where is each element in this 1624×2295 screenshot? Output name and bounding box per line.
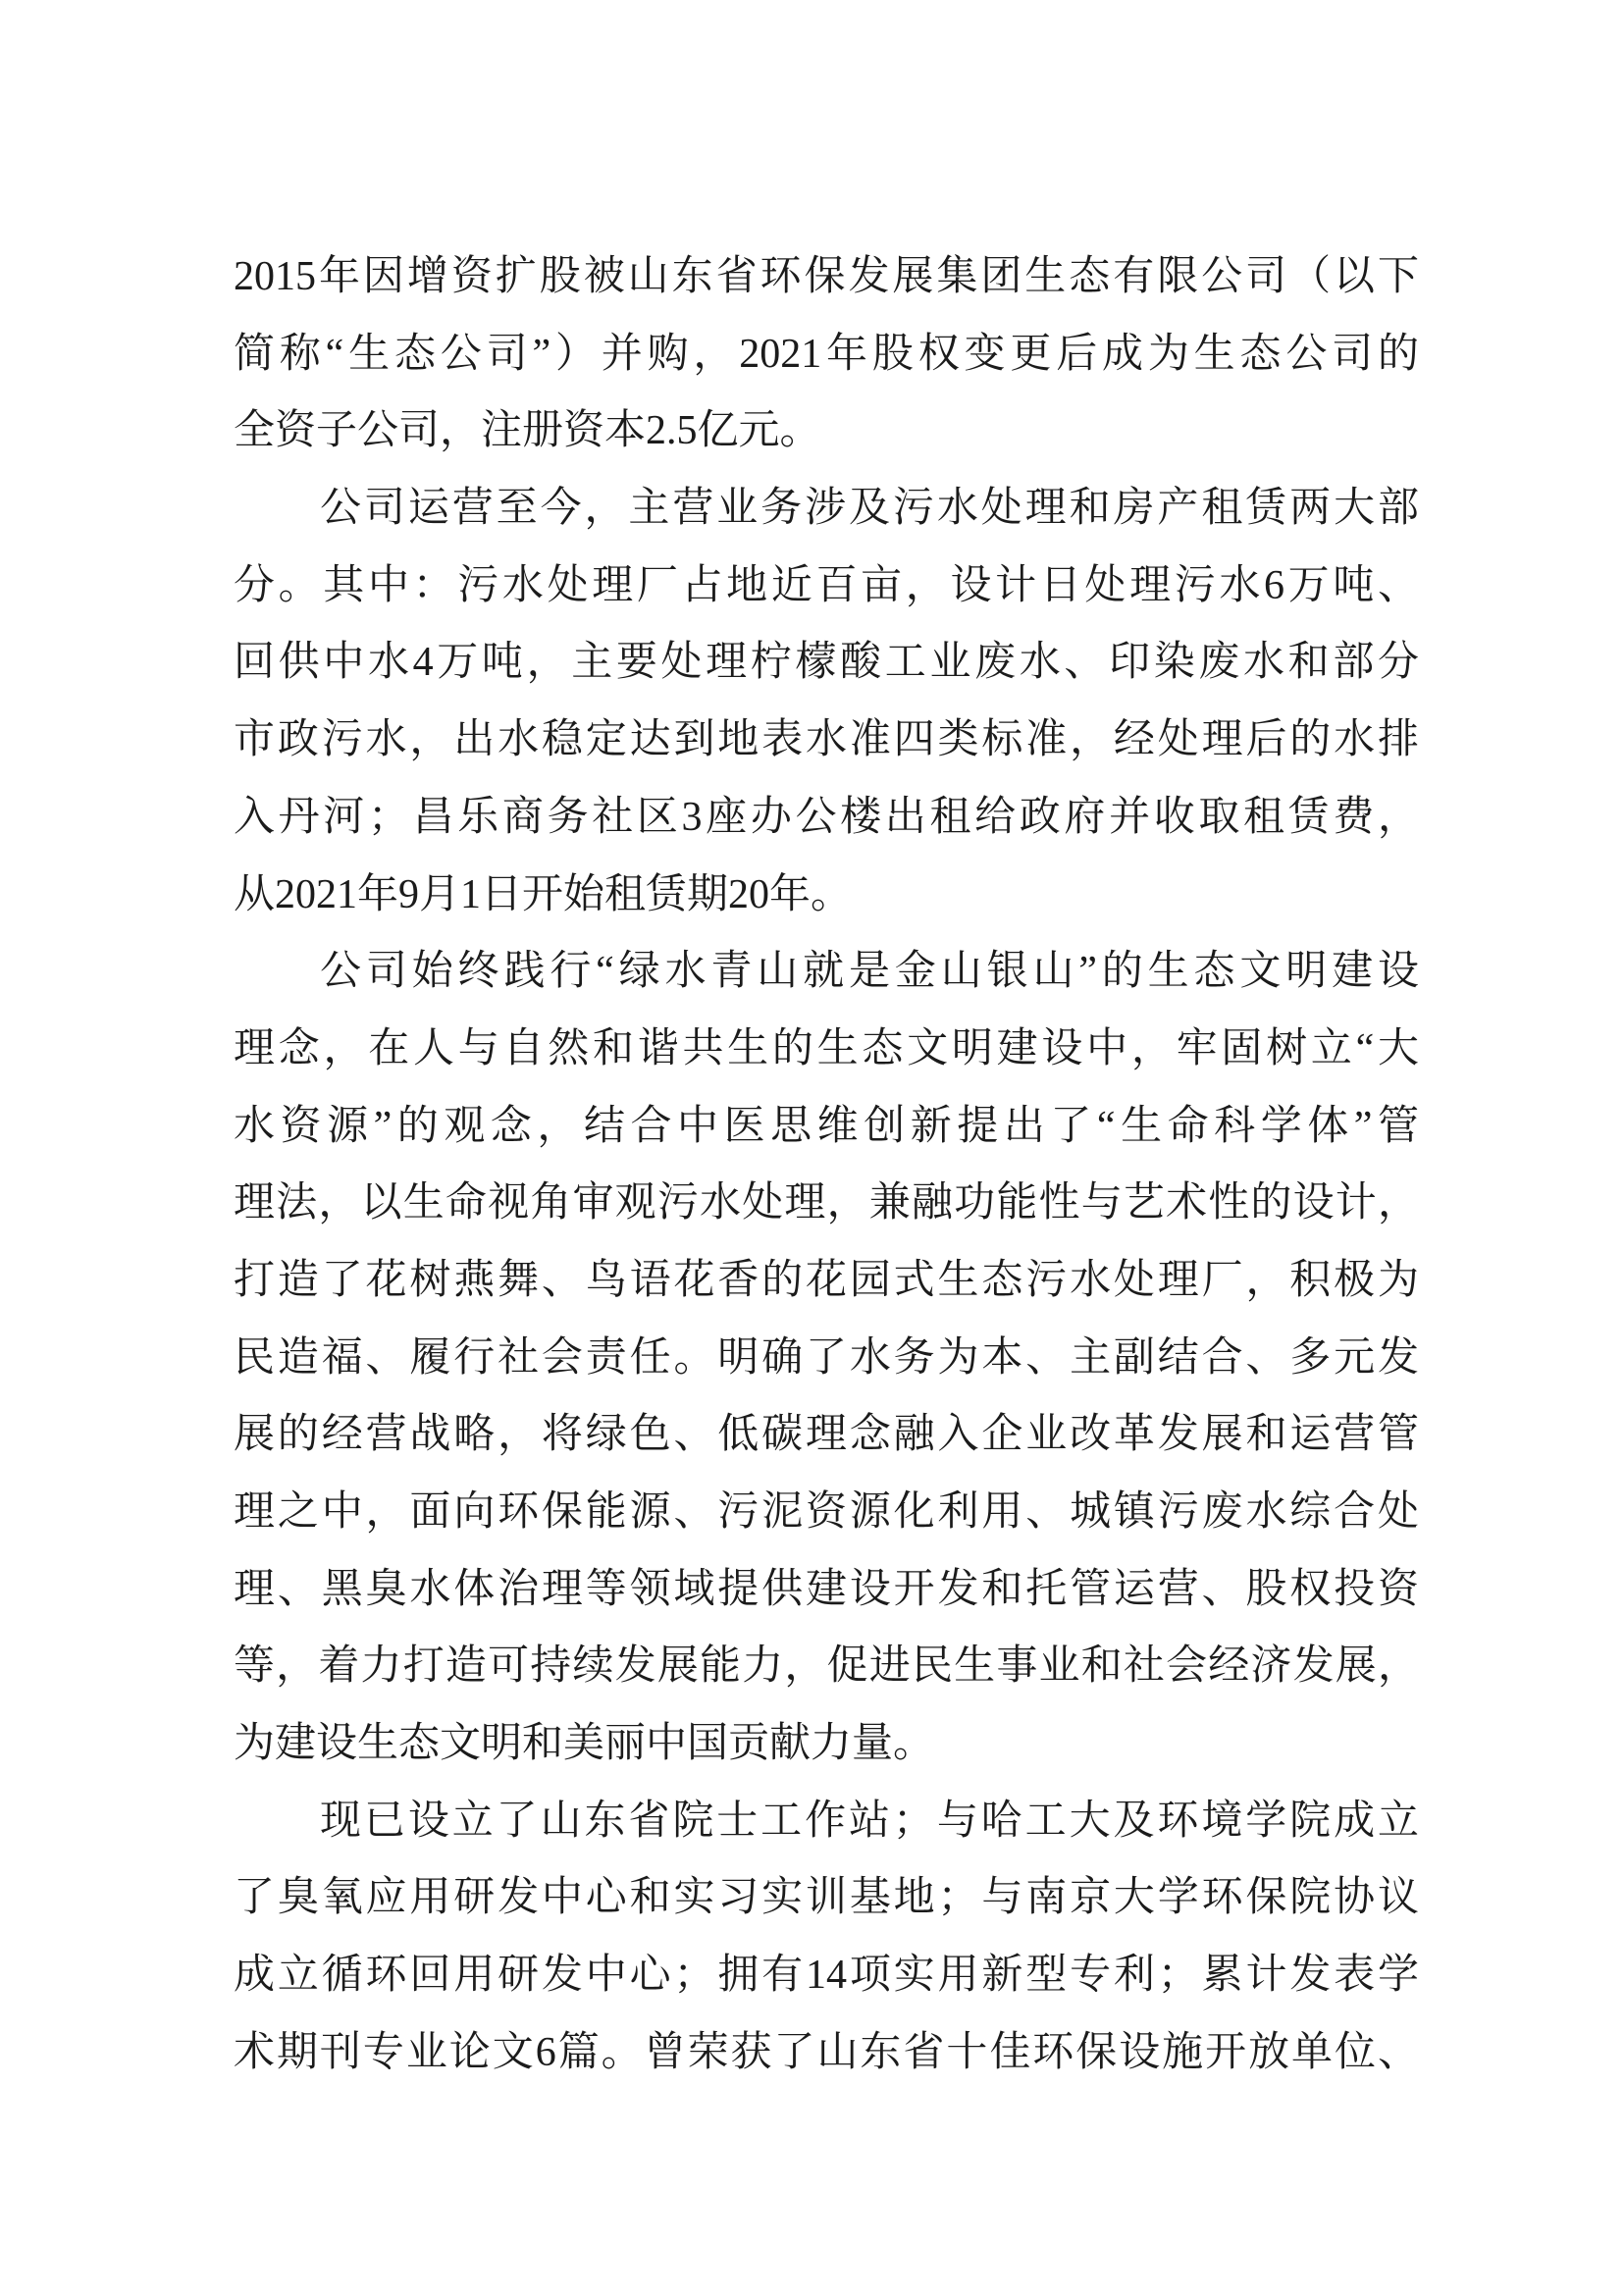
text-line: 2015年因增资扩股被山东省环保发展集团生态有限公司（以下 [234,254,1419,299]
text-line: 从2021年9月1日开始租赁期20年。 [234,871,853,917]
text-line: 全资子公司，注册资本2.5亿元。 [234,408,821,454]
paragraph-2 [234,470,1419,933]
text-line: 成立循环回用研发中心；拥有14项实用新型专利；累计发表学 [234,1953,1419,1999]
text-line: 理法，以生命视角审观污水处理，兼融功能性与艺术性的设计， [234,1180,1419,1226]
text-line: 民造福、履行社会责任。明确了水务为本、主副结合、多元发 [234,1334,1419,1381]
text-line: 了臭氧应用研发中心和实习实训基地；与南京大学环保院协议 [234,1875,1419,1921]
text-line: 现已设立了山东省院士工作站；与哈工大及环境学院成立 [320,1798,1419,1844]
text-line: 市政污水，出水稳定达到地表水准四类标准，经处理后的水排 [234,717,1419,763]
paragraph-1 [234,238,1419,470]
text-line: 回供中水4万吨，主要处理柠檬酸工业废水、印染废水和部分 [234,640,1419,686]
text-line: 为建设生态文明和美丽中国贡献力量。 [234,1721,935,1767]
text-line: 公司运营至今，主营业务涉及污水处理和房产租赁两大部 [320,486,1419,532]
text-line: 入丹河；昌乐商务社区3座办公楼出租给政府并收取租赁费， [234,794,1419,840]
document-body [234,238,1419,2092]
text-line: 理、黑臭水体治理等领域提供建设开发和托管运营、股权投资 [234,1566,1419,1612]
text-line: 简称“生态公司”）并购，2021年股权变更后成为生态公司的 [234,331,1419,377]
text-line: 等，着力打造可持续发展能力，促进民生事业和社会经济发展， [234,1643,1419,1690]
text-line: 展的经营战略，将绿色、低碳理念融入企业改革发展和运营管 [234,1412,1419,1458]
text-line: 理之中，面向环保能源、污泥资源化利用、城镇污废水综合处 [234,1489,1419,1535]
paragraph-3 [234,933,1419,1783]
text-line: 术期刊专业论文6篇。曾荣获了山东省十佳环保设施开放单位、 [234,2029,1419,2075]
text-line: 水资源”的观念，结合中医思维创新提出了“生命科学体”管 [234,1103,1419,1149]
text-line: 分。其中：污水处理厂占地近百亩，设计日处理污水6万吨、 [234,562,1419,608]
paragraph-4 [234,1783,1419,2092]
text-line: 打造了花树燕舞、鸟语花香的花园式生态污水处理厂，积极为 [234,1257,1419,1303]
text-line: 公司始终践行“绿水青山就是金山银山”的生态文明建设 [320,949,1419,995]
text-line: 理念，在人与自然和谐共生的生态文明建设中，牢固树立“大 [234,1025,1419,1071]
